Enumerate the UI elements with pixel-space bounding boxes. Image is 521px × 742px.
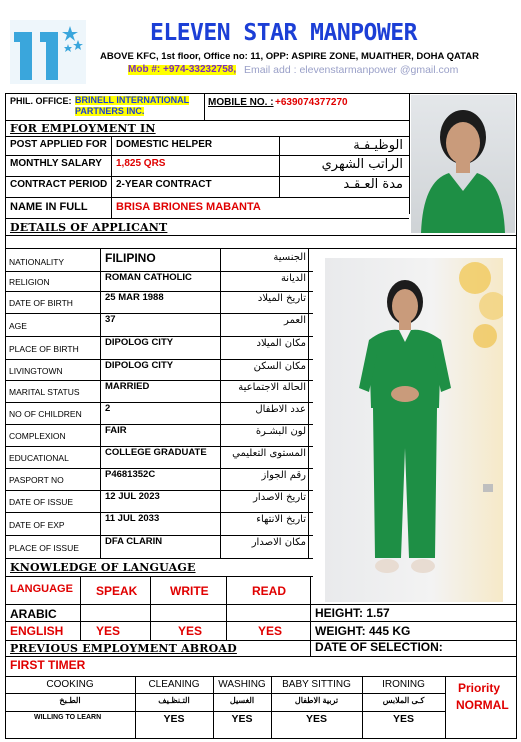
- language-arabic: ARABIC: [10, 607, 57, 621]
- contract-period-label: CONTRACT PERIOD: [10, 179, 108, 190]
- company-name: ELEVEN STAR MANPOWER: [150, 20, 417, 46]
- detail-value: FAIR: [105, 425, 127, 436]
- detail-label: RELIGION: [9, 277, 50, 287]
- english-read: YES: [258, 624, 283, 638]
- detail-arabic: الحالة الاجتماعية: [238, 382, 306, 393]
- detail-arabic: رقم الجواز: [261, 470, 306, 481]
- detail-label: DATE OF ISSUE: [9, 497, 74, 507]
- skill-name: CLEANING: [148, 679, 200, 690]
- detail-label: PASPORT NO: [9, 475, 64, 485]
- applicant-portrait-photo: [411, 95, 515, 233]
- date-of-selection: DATE OF SELECTION:: [315, 640, 443, 654]
- weight-value: WEIGHT: 445 KG: [315, 624, 411, 638]
- company-mobile: Mob #: +974-33232758,: [128, 64, 237, 75]
- contract-period-arabic: مدة العـقـد: [343, 177, 403, 192]
- skill-value: YES: [305, 713, 327, 725]
- skill-arabic: الطـبخ: [59, 696, 81, 705]
- detail-value: 12 JUL 2023: [105, 491, 160, 502]
- office-mobile-label: MOBILE NO. :: [208, 97, 274, 108]
- detail-label: DATE OF EXP: [9, 519, 65, 530]
- skill-name: COOKING: [46, 679, 94, 690]
- detail-label: AGE: [9, 320, 27, 331]
- office-agency-line1: BRINELL INTERNATIONAL: [75, 95, 190, 105]
- detail-arabic: عدد الاطفال: [255, 404, 306, 415]
- skill-name: WASHING: [218, 679, 266, 690]
- detail-value: COLLEGE GRADUATE: [105, 447, 207, 458]
- detail-value: ROMAN CATHOLIC: [105, 272, 192, 283]
- detail-label: LIVINGTOWN: [9, 365, 63, 376]
- full-name-value: BRISA BRIONES MABANTA: [116, 201, 261, 213]
- employment-section-title: FOR EMPLOYMENT IN: [10, 122, 156, 135]
- skill-name: BABY SITTING: [282, 679, 351, 690]
- monthly-salary-label: MONTHLY SALARY: [10, 158, 102, 169]
- detail-label: NATIONALITY: [9, 256, 65, 267]
- language-english: ENGLISH: [10, 624, 64, 638]
- detail-arabic: تاريخ الاصدار: [253, 492, 306, 503]
- details-section-title: DETAILS OF APPLICANT: [10, 221, 168, 234]
- monthly-salary-arabic: الراتب الشهري: [321, 157, 403, 172]
- detail-label: EDUCATIONAL: [9, 453, 69, 463]
- detail-arabic: المستوى التعليمي: [232, 448, 306, 459]
- company-email[interactable]: Email add : elevenstarmanpower @gmail.com: [244, 64, 459, 76]
- height-value: HEIGHT: 1.57: [315, 606, 390, 620]
- skill-arabic: الغسيل: [229, 696, 255, 705]
- company-address: ABOVE KFC, 1st floor, Office no: 11, OPP: ASPIRE ZONE, MUAITHER, DOHA QATAR: [100, 51, 479, 62]
- applicant-full-body-photo: [325, 258, 503, 602]
- skill-arabic: كـى الملابس: [382, 696, 425, 705]
- detail-value: FILIPINO: [105, 251, 156, 265]
- contract-period-value: 2-YEAR CONTRACT: [116, 179, 212, 190]
- detail-value: MARRIED: [105, 381, 150, 392]
- previous-employment-title: PREVIOUS EMPLOYMENT ABROAD: [10, 642, 237, 655]
- monthly-salary-value: 1,825 QRS: [116, 158, 166, 169]
- detail-arabic: مكان السكن: [253, 361, 306, 372]
- priority-label: Priority: [458, 681, 501, 695]
- language-header: LANGUAGE: [10, 583, 73, 595]
- detail-label: COMPLEXION: [9, 431, 66, 441]
- detail-label: MARITAL STATUS: [9, 387, 80, 397]
- skill-name: IRONING: [382, 679, 425, 690]
- post-applied-label: POST APPLIED FOR: [10, 139, 107, 150]
- office-label: PHIL. OFFICE:: [10, 96, 72, 106]
- company-logo: [10, 20, 86, 84]
- post-applied-arabic: الوظيـفـة: [353, 138, 403, 153]
- detail-value: 25 MAR 1988: [105, 292, 164, 303]
- detail-label: DATE OF BIRTH: [9, 298, 73, 308]
- detail-arabic: تاريخ الانتهاء: [256, 514, 306, 525]
- skill-arabic: التـنظـيف: [158, 696, 190, 705]
- write-header: WRITE: [170, 584, 209, 598]
- detail-value: DIPOLOG CITY: [105, 360, 174, 371]
- office-agency-line2: PARTNERS INC.: [75, 106, 145, 116]
- english-speak: YES: [96, 624, 121, 638]
- detail-value: 2: [105, 403, 111, 414]
- skill-value: YES: [163, 713, 185, 725]
- english-write: YES: [178, 624, 203, 638]
- detail-arabic: مكان الاصدار: [251, 537, 306, 548]
- detail-label: NO OF CHILDREN: [9, 409, 82, 419]
- detail-value: 37: [105, 314, 116, 325]
- previous-employment-value: FIRST TIMER: [10, 658, 86, 672]
- detail-arabic: الجنسية: [273, 252, 306, 263]
- priority-value: NORMAL: [456, 698, 509, 712]
- detail-label: PLACE OF BIRTH: [9, 343, 79, 354]
- post-applied-value: DOMESTIC HELPER: [116, 139, 213, 150]
- detail-value: DFA CLARIN: [105, 536, 163, 547]
- language-section-title: KNOWLEDGE OF LANGUAGE: [10, 561, 196, 574]
- detail-value: P4681352C: [105, 469, 156, 480]
- skill-value: YES: [392, 713, 414, 725]
- office-mobile-value: +639074377270: [275, 97, 348, 108]
- detail-arabic: تاريخ الميلاد: [257, 293, 306, 304]
- detail-arabic: العمر: [284, 315, 306, 326]
- detail-arabic: مكان الميلاد: [256, 338, 306, 349]
- detail-arabic: الديانة: [280, 273, 306, 284]
- detail-value: 11 JUL 2033: [105, 513, 160, 524]
- detail-arabic: لون البشـرة: [255, 426, 306, 437]
- willing-to-learn: WILLING TO LEARN: [34, 714, 102, 721]
- read-header: READ: [252, 584, 287, 598]
- detail-label: PLACE OF ISSUE: [9, 542, 79, 553]
- detail-value: DIPOLOG CITY: [105, 337, 174, 348]
- skill-value: YES: [231, 713, 253, 725]
- speak-header: SPEAK: [96, 584, 138, 598]
- full-name-label: NAME IN FULL: [10, 201, 88, 213]
- skill-arabic: تربية الاطفال: [294, 696, 339, 705]
